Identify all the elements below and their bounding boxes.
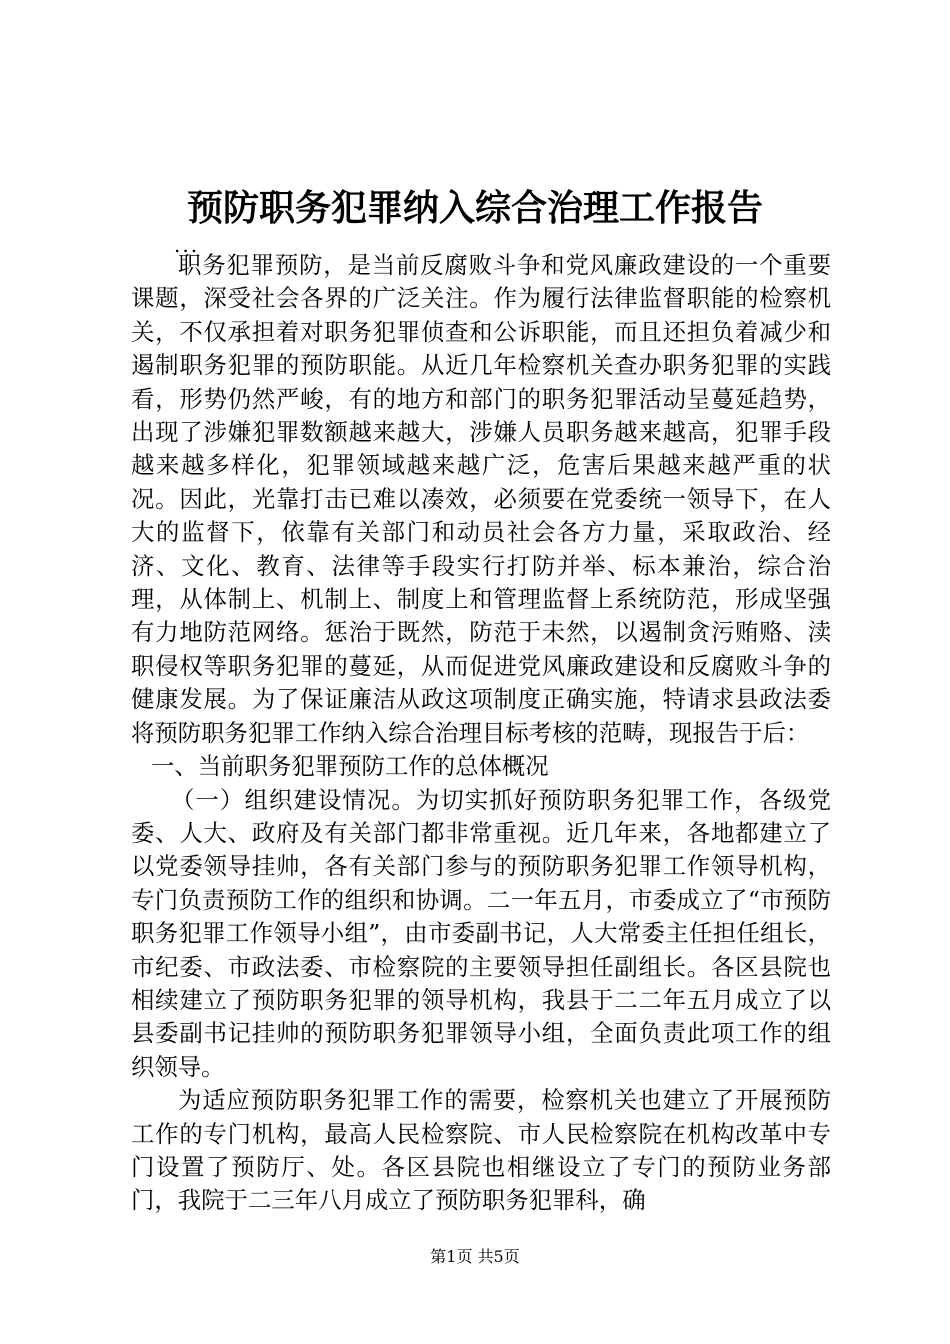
paragraph-organization: （一）组织建设情况。为切实抓好预防职务犯罪工作，各级党委、人大、政府及有关部门都非常重视。近几年来，各地都建立了以党委领导挂帅，各有关部门参与的预防职务犯罪工作领导机构，专门负责预防工作的组织和协调。二一年五月，市委成立了“市预防职务犯罪工作领导小组”，由市委副书记，人大常委主任担任组长，市纪委、市政法委、市检察院的主要领导担任副组长。各区县院也相续建立了预防职务犯罪的领导机构，我县于二二年五月成立了以县委副书记挂帅的预防职务犯罪领导小组，全面负责此项工作的组织领导。 [131,785,831,1081]
document-body [131,249,831,1218]
paragraph-intro: 职务犯罪预防，是当前反腐败斗争和党风廉政建设的一个重要课题，深受社会各界的广泛关注。作为履行法律监督职能的检察机关，不仅承担着对职务犯罪侦查和公诉职能，而且还担负着减少和遏制职务犯罪的预防职能。从近几年检察机关查办职务犯罪的实践看，形势仍然严峻，有的地方和部门的职务犯罪活动呈蔓延趋势，出现了涉嫌犯罪数额越来越大，涉嫌人员职务越来越高，犯罪手段越来越多样化，犯罪领域越来越广泛，危害后果越来越严重的状况。因此，光靠打击已难以凑效，必须要在党委统一领导下，在人大的监督下，依靠有关部门和动员社会各方力量，采取政治、经济、文化、教育、法律等手段实行打防并举、标本兼治，综合治理，从体制上、机制上、制度上和管理监督上系统防范，形成坚强有力地防范网络。惩治于既然，防范于未然，以遏制贪污贿赂、渎职侵权等职务犯罪的蔓延，从而促进党风廉政建设和反腐败斗争的健康发展。为了保证廉洁从政这项制度正确实施，特请求县政法委将预防职务犯罪工作纳入综合治理目标考核的范畴，现报告于后： [131,251,831,747]
page-footer: 第1页 共5页 [430,1247,520,1266]
paragraph-institutions: 为适应预防职务犯罪工作的需要，检察机关也建立了开展预防工作的专门机构，最高人民检察院、市人民检察院在机构改革中专门设置了预防厅、处。各区县院也相继设立了专门的预防业务部门，我院于二三年八月成立了预防职务犯罪科，确 [131,1086,831,1215]
ellipsis-mark: ... [174,233,200,257]
section-heading: 一、当前职务犯罪预防工作的总体概况 [151,752,549,781]
document-title: 预防职务犯罪纳入综合治理工作报告 [186,187,763,229]
